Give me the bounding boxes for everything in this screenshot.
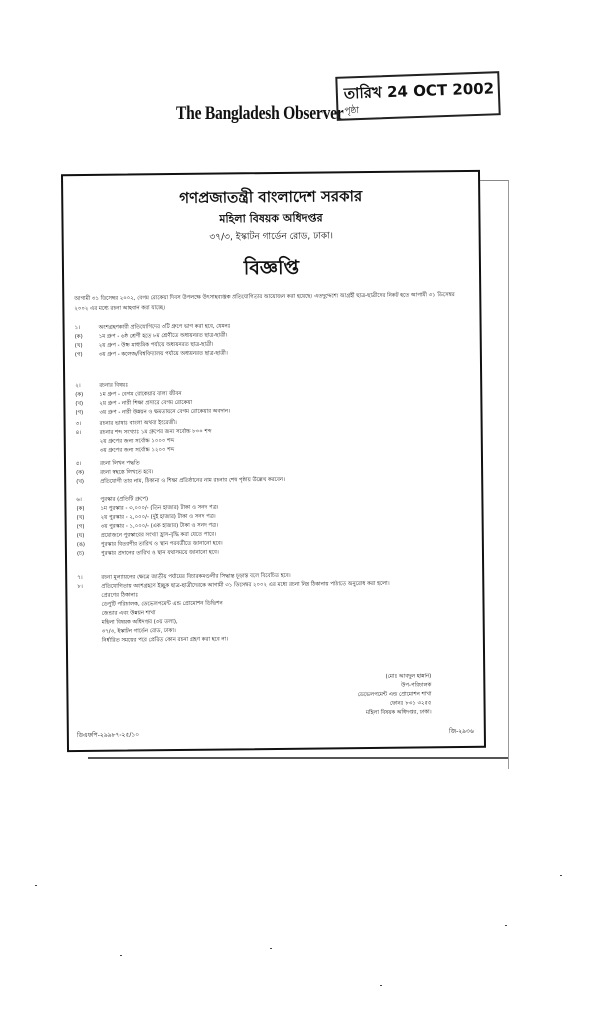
- scan-speck: [120, 955, 122, 956]
- notice-item-number: ৮।: [77, 584, 83, 591]
- notice-item: [77, 513, 216, 522]
- notice-clipping: [61, 170, 486, 752]
- signature-line: মহিলা বিষয়ক অধিদপ্তর, ঢাকা।: [366, 709, 432, 717]
- notice-item-number: ৫।: [75, 461, 82, 468]
- notice-item: [76, 428, 212, 437]
- notice-item-number: (চ): [76, 550, 85, 558]
- scan-speck: [505, 925, 507, 926]
- notice-item: [77, 540, 223, 550]
- scan-speck: [560, 875, 562, 876]
- notice-item-text: ২য় পুরস্কার - ২,০০০/- (দুই হাজার) টাকা ও সনদ পত্র।: [100, 513, 216, 521]
- notice-item-text: ২য় গ্রুপ - নারী শিক্ষা প্রসারে বেগম রোকেয়া: [99, 399, 193, 407]
- notice-item-number: (খ): [76, 478, 84, 486]
- notice-item-text: ১ম গ্রুপ - বেগম রোকেয়ার বাল্য জীবন: [99, 390, 182, 398]
- notice-item-text: ৩য় গ্রুপ - কলেজ/বিশ্ববিদ্যালয় পর্যায়ে অধ্যয়নরত ছাত্র-ছাত্রী।: [98, 350, 228, 358]
- notice-item: [75, 341, 214, 350]
- notice-item-text: ডেপুটি পরিচালক, ডেভেলপমেন্ট এন্ড প্রোমোশন ডিভিশন: [101, 600, 223, 608]
- notice-item: [78, 627, 176, 636]
- notice-item-text: পুরস্কার প্রদানের তারিখ ও স্থান যথাসময়ে জানানো হবে।: [100, 549, 219, 557]
- notice-item: [76, 437, 174, 446]
- notice-item-text: প্রতিযোগিতায় অংশগ্রহণে ইচ্ছুক ছাত্র-ছাত্রীদেরকে আগামী ৩১ ডিসেম্বর ২০০২ এর মধ্যে রচনা নিম্ন ঠিকানায় পাঠাতে অনুরোধ করা হলো।: [101, 580, 390, 590]
- signature-line: ডেভেলপমেন্ট এন্ড প্রোমোশন শাখা: [357, 691, 432, 699]
- notice-item: [75, 331, 228, 341]
- notice-item-number: (ঙ): [76, 541, 86, 549]
- notice-item-text: ৩য় গ্রুপ - নারী উন্নয়ন ও ক্ষমতায়নে বেগম রোকেয়ার অবদান।: [99, 408, 231, 416]
- notice-item-number: (খ): [74, 342, 83, 350]
- notice-item-number: (ক): [76, 505, 85, 513]
- notice-item-number: (গ): [75, 409, 84, 417]
- notice-item: [75, 382, 128, 391]
- stamp-page: পৃষ্ঠা: [344, 106, 360, 117]
- notice-item-number: ৭।: [77, 575, 83, 582]
- notice-item: [75, 407, 230, 417]
- notice-item-text: রচনা মূল্যায়নের ক্ষেত্রে জাতীয় পর্যায়ের বিচারকমণ্ডলীর সিদ্ধান্ত চূড়ান্ত বলে বিবেচিত হবে।: [101, 572, 291, 581]
- notice-item-text: অংশগ্রহণকারী প্রতিযোগিদের ৩টি গ্রুপে ভাগ করা হবে, যেমনঃ: [98, 323, 231, 331]
- notice-item-number: ১।: [74, 325, 81, 332]
- notice-item-text: ২য় গ্রুপের জন্য সর্বোচ্চ ১০০০ শব্দ: [99, 438, 175, 445]
- notice-item-text: রচনার শব্দ সংখ্যাঃ ১ম গ্রুপের জন্য সর্বোচ্চ ৮০০ শব্দ: [99, 428, 212, 436]
- reference-number: ডিএফপি-২৯৯৮৭-২৫/১০: [76, 731, 140, 740]
- notice-item: [75, 390, 181, 399]
- notice-item-text: পুরস্কার বিতরণীর তারিখ ও স্থান পরবর্তীতে জানানো হবে।: [100, 540, 223, 548]
- clipping-bottom-edge: [88, 757, 508, 759]
- notice-item-text: প্রতিযোগী তার নাম, ঠিকানা ও শিক্ষা প্রতিষ্ঠানের নাম রচনার শেষ পৃষ্ঠায় উল্লেখ করবেন।: [100, 476, 286, 485]
- notice-item: [75, 399, 192, 408]
- notice-item-number: (ঘ): [76, 532, 85, 540]
- notice-item-number: ২।: [75, 383, 81, 390]
- stamp-date: তারিখ 24 OCT 2002: [343, 79, 495, 103]
- notice-item-text: মহিলা বিষয়ক অধিদপ্তর (৩য় তলা),: [101, 619, 178, 626]
- notice-item-number: (ক): [74, 333, 83, 341]
- notice-item-number: (খ): [75, 400, 84, 408]
- notice-item: [77, 522, 218, 531]
- notice-item-text: পুরস্কার (প্রতিটি গ্রুপে): [100, 496, 149, 503]
- notice-item-text: রচনার ভাষাঃ বাংলা অথবা ইংরেজী।: [99, 420, 177, 427]
- signature-line: (মোঃ আবদুল হান্নান): [385, 673, 432, 680]
- notice-item: [77, 531, 216, 540]
- notice-item: [76, 495, 148, 504]
- notice-item: [76, 504, 218, 513]
- notice-item: [76, 446, 174, 455]
- notice-item: [77, 591, 138, 600]
- notice-item-text: প্রয়োজনে পুরস্কারের সংখ্যা হ্রাস-বৃদ্ধি করা যেতে পারে।: [100, 531, 217, 539]
- notice-item: [76, 419, 177, 428]
- notice-title: বিজ্ঞপ্তি: [243, 256, 300, 280]
- notice-item-text: ৩য় গ্রুপের জন্য সর্বোচ্চ ১২০০ শব্দ: [99, 447, 175, 454]
- government-name: গণপ্রজাতন্ত্রী বাংলাদেশ সরকার: [179, 187, 363, 207]
- notice-intro: আগামী ৩১ ডিসেম্বর ২০০২, বেগম রোকেয়া দিবস উপলক্ষে উৎসাহব্যঞ্জক প্রতিযোগিতার আয়োজন করা হয়েছে। এতদুদ্দেশ্যে আগ্রহী ছাত্র-ছাত্রীদের নিকট হতে আগামী ৩১ ডিসেম্বর ২০০২ এর মধ্যে রচনা আহবান করা যাচ্ছে।: [74, 292, 455, 313]
- notice-item: [76, 468, 153, 477]
- notice-item: [78, 635, 228, 645]
- notice-item-text: ৩৭/৩, ইস্কাটন গার্ডেন রোড, ঢাকা।: [101, 628, 176, 635]
- notice-item: [75, 349, 228, 359]
- notice-item-number: (ক): [75, 391, 84, 399]
- notice-item-text: ১ম পুরস্কার - ৩,০০০/- (তিন হাজার) টাকা ও সনদ পত্র।: [100, 504, 219, 512]
- notice-item: [76, 476, 285, 486]
- notice-item-text: ৩য় পুরস্কার - ১,০০০/- (এক হাজার) টাকা ও সনদ পত্র।: [100, 522, 219, 530]
- notice-item-text: ১ম গ্রুপ - ৬ষ্ঠ শ্রেণী হতে ৮ম শ্রেণীতে অধ্যয়নরত ছাত্র-ছাত্রী।: [98, 332, 228, 340]
- notice-item: [78, 618, 178, 627]
- notice-item: [78, 609, 156, 618]
- scan-speck: [35, 885, 37, 886]
- notice-item: [76, 459, 140, 468]
- signature-line: উপ-পরিচালক: [401, 682, 432, 689]
- notice-item-number: (গ): [74, 351, 83, 359]
- notice-item-number: (খ): [76, 514, 85, 522]
- newspaper-title: The Bangladesh Observer: [176, 103, 344, 124]
- scan-speck: [380, 985, 382, 986]
- notice-item-text: রচনার বিষয়ঃ: [99, 382, 129, 389]
- notice-item-text: রচনা লিখন পদ্ধতি: [99, 460, 140, 467]
- notice-item-text: জেন্ডার এবং উন্নয়ন শাখা: [101, 610, 156, 617]
- department-name: মহিলা বিষয়ক অধিদপ্তর: [219, 211, 323, 226]
- department-address: ৩৭/৩, ইস্কাটন গার্ডেন রোড, ঢাকা।: [209, 231, 334, 243]
- notice-item-number: (গ): [76, 523, 85, 531]
- signature-line: ফোনঃ ৮৩১ ৩২৫৫: [389, 700, 432, 707]
- scan-speck: [270, 948, 272, 949]
- notice-item: [77, 549, 219, 558]
- notice-item: [77, 600, 222, 610]
- notice-item-text: ২য় গ্রুপ - উচ্চ মাধ্যমিক পর্যায়ে অধ্যয়নরত ছাত্র-ছাত্রী।: [98, 341, 214, 349]
- reference-code: জি-২৯৩৬: [448, 727, 474, 736]
- date-stamp: [335, 71, 500, 121]
- notice-item-text: প্রেরণের ঠিকানাঃ: [101, 592, 139, 599]
- notice-item-number: ৬।: [76, 497, 82, 504]
- notice-item-text: নির্ধারিত সময়ের পরে প্রেরিত কোন রচনা গ্রহণ করা হবে না।: [101, 636, 229, 644]
- notice-item-number: (ক): [76, 469, 85, 477]
- notice-item-text: রচনা স্বহস্তে লিখতে হবে।: [100, 469, 154, 476]
- notice-item-number: ৩।: [75, 421, 82, 428]
- notice-item-number: ৪।: [75, 430, 82, 437]
- notice-item: [75, 322, 231, 332]
